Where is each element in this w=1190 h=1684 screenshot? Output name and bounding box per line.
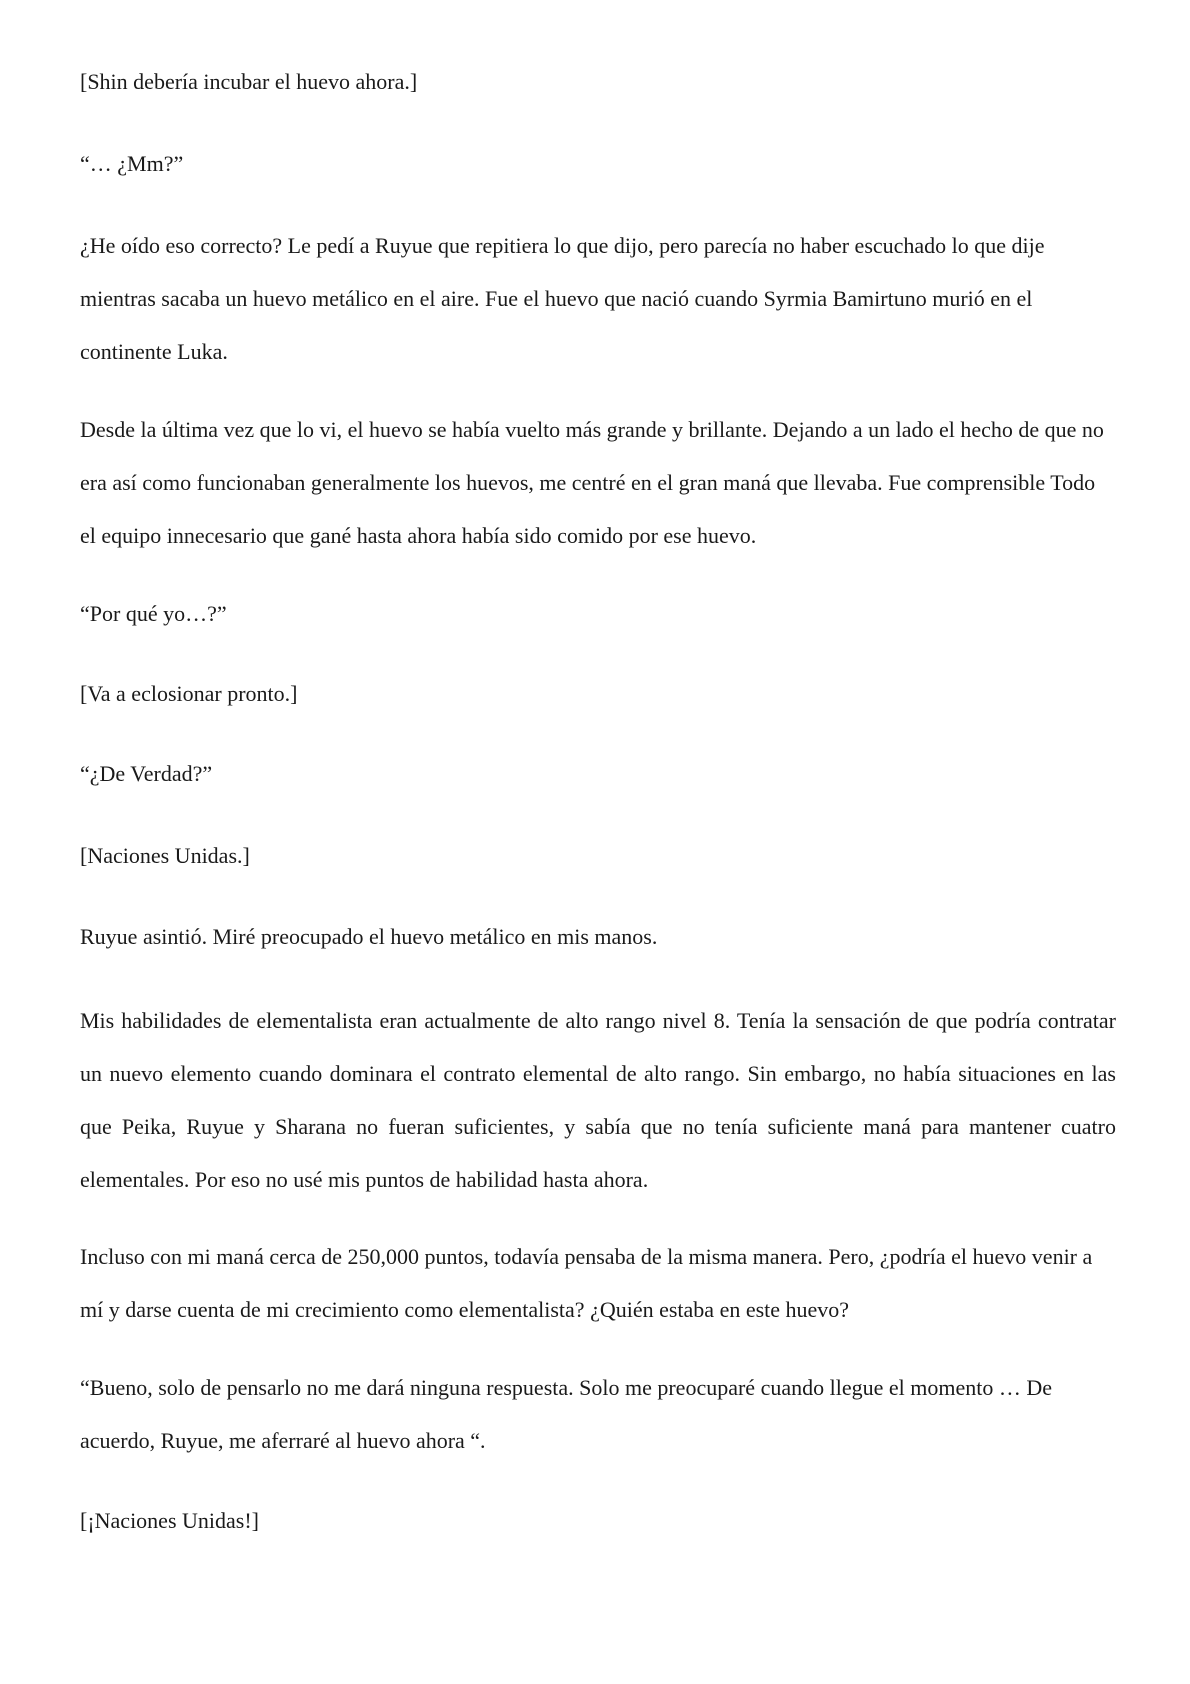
paragraph-5: “Por qué yo…?” [80,601,227,626]
paragraph-10: Mis habilidades de elementalista eran actualmente de alto rango nivel 8. Tenía la sensación de que podría contratar un nuevo elemento cuando dominara el contrato elemental de alto rango. Sin embargo, no había situaciones en las que Peika, Ruyue y Sharana no fueran suficientes, y sabía que no tenía suficiente maná para mantener cuatro elementales. Por eso no usé mis puntos de habilidad hasta ahora. [80,1008,1116,1192]
paragraph-2: “… ¿Mm?” [80,151,184,176]
paragraph-1: [Shin debería incubar el huevo ahora.] [80,69,418,94]
paragraph-13: [¡Naciones Unidas!] [80,1508,259,1533]
paragraph-11: Incluso con mi maná cerca de 250,000 puntos, todavía pensaba de la misma manera. Pero, ¿podría el huevo venir a mí y darse cuenta de mi crecimiento como elementalista? ¿Quién estaba en este huevo? [80,1244,1093,1322]
paragraph-8: [Naciones Unidas.] [80,843,250,868]
paragraph-9: Ruyue asintió. Miré preocupado el huevo metálico en mis manos. [80,924,658,949]
paragraph-7: “¿De Verdad?” [80,761,213,786]
paragraph-3: ¿He oído eso correcto? Le pedí a Ruyue que repitiera lo que dijo, pero parecía no haber escuchado lo que dije mientras sacaba un huevo metálico en el aire. Fue el huevo que nació cuando Syrmia Bamirtuno murió en el continente Luka. [80,233,1045,364]
paragraph-4: Desde la última vez que lo vi, el huevo se había vuelto más grande y brillante. Dejando a un lado el hecho de que no era así como funcionaban generalmente los huevos, me centré en el gran maná que llevaba. Fue comprensible Todo el equipo innecesario que gané hasta ahora había sido comido por ese huevo. [80,417,1104,548]
paragraph-6: [Va a eclosionar pronto.] [80,681,298,706]
paragraph-12: “Bueno, solo de pensarlo no me dará ninguna respuesta. Solo me preocuparé cuando llegue el momento … De acuerdo, Ruyue, me aferraré al huevo ahora “. [80,1375,1052,1453]
